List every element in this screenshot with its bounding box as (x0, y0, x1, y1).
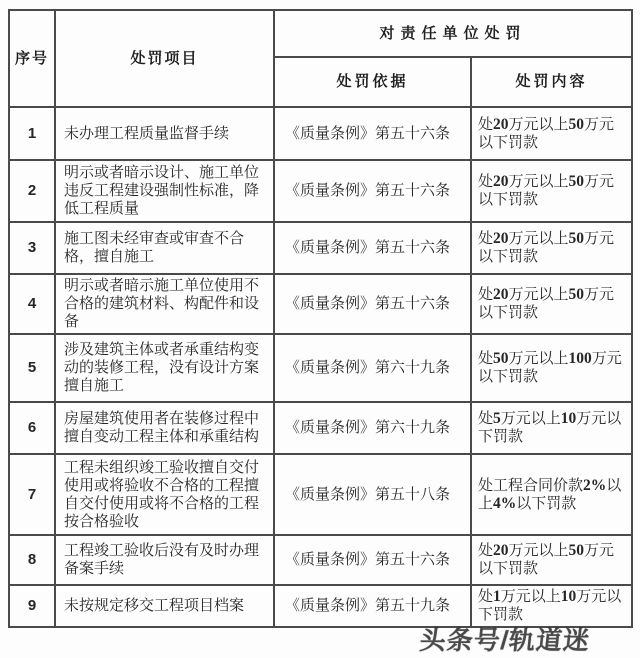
content-cell: 处20万元以上50万元以下罚款 (471, 160, 632, 222)
content-cell: 处20万元以上50万元以下罚款 (471, 222, 632, 274)
header-content: 处罚内容 (471, 57, 632, 107)
table-row (9, 222, 632, 274)
item-cell: 涉及建筑主体或者承重结构变动的装修工程，没有设计方案擅自施工 (55, 334, 274, 402)
basis-cell: 《质量条例》第五十八条 (274, 454, 471, 535)
item-cell: 明示或者暗示施工单位使用不合格的建筑材料、构配件和设备 (55, 274, 274, 334)
content-cell: 处20万元以上50万元以下罚款 (471, 107, 632, 160)
serial-cell: 2 (9, 160, 55, 222)
item-cell: 工程未组织竣工验收擅自交付使用或将验收不合格的工程擅自交付使用或将不合格的工程按合格验收 (55, 454, 274, 535)
table-row (9, 334, 632, 402)
table-row (9, 535, 632, 585)
serial-cell: 1 (9, 107, 55, 160)
item-cell: 房屋建筑使用者在装修过程中擅自变动工程主体和承重结构 (55, 402, 274, 454)
table-header (9, 10, 632, 107)
table-body (9, 107, 632, 627)
header-item: 处罚项目 (55, 10, 274, 107)
content-cell: 处50万元以上100万元以下罚款 (471, 334, 632, 402)
header-basis: 处罚依据 (274, 57, 471, 107)
content-cell: 处工程合同价款2%以上4%以下罚款 (471, 454, 632, 535)
serial-cell: 6 (9, 402, 55, 454)
serial-cell: 5 (9, 334, 55, 402)
table-row (9, 107, 632, 160)
basis-cell: 《质量条例》第五十六条 (274, 107, 471, 160)
item-cell: 未按规定移交工程项目档案 (55, 585, 274, 627)
item-cell: 工程竣工验收后没有及时办理备案手续 (55, 535, 274, 585)
basis-cell: 《质量条例》第六十九条 (274, 334, 471, 402)
table-row (9, 402, 632, 454)
content-cell: 处1万元以上10万元以下罚款 (471, 585, 632, 627)
content-cell: 处20万元以上50万元以下罚款 (471, 274, 632, 334)
item-cell: 明示或者暗示设计、施工单位违反工程建设强制性标准，降低工程质量 (55, 160, 274, 222)
content-cell: 处5万元以上10万元以下罚款 (471, 402, 632, 454)
basis-cell: 《质量条例》第五十六条 (274, 160, 471, 222)
table-row (9, 160, 632, 222)
basis-cell: 《质量条例》第五十六条 (274, 222, 471, 274)
basis-cell: 《质量条例》第五十六条 (274, 274, 471, 334)
basis-cell: 《质量条例》第六十九条 (274, 402, 471, 454)
serial-cell: 9 (9, 585, 55, 627)
item-cell: 施工图未经审查或审查不合格，擅自施工 (55, 222, 274, 274)
table-row (9, 585, 632, 627)
basis-cell: 《质量条例》第五十九条 (274, 585, 471, 627)
serial-cell: 4 (9, 274, 55, 334)
item-cell: 未办理工程质量监督手续 (55, 107, 274, 160)
header-serial: 序号 (9, 10, 55, 107)
watermark-text: 头条号/轨道迷 (418, 625, 592, 655)
basis-cell: 《质量条例》第五十六条 (274, 535, 471, 585)
table-row (9, 274, 632, 334)
serial-cell: 8 (9, 535, 55, 585)
content-cell: 处20万元以上50万元以下罚款 (471, 535, 632, 585)
header-group: 对责任单位处罚 (274, 10, 632, 57)
penalty-table (8, 9, 633, 628)
serial-cell: 7 (9, 454, 55, 535)
serial-cell: 3 (9, 222, 55, 274)
table-row (9, 454, 632, 535)
